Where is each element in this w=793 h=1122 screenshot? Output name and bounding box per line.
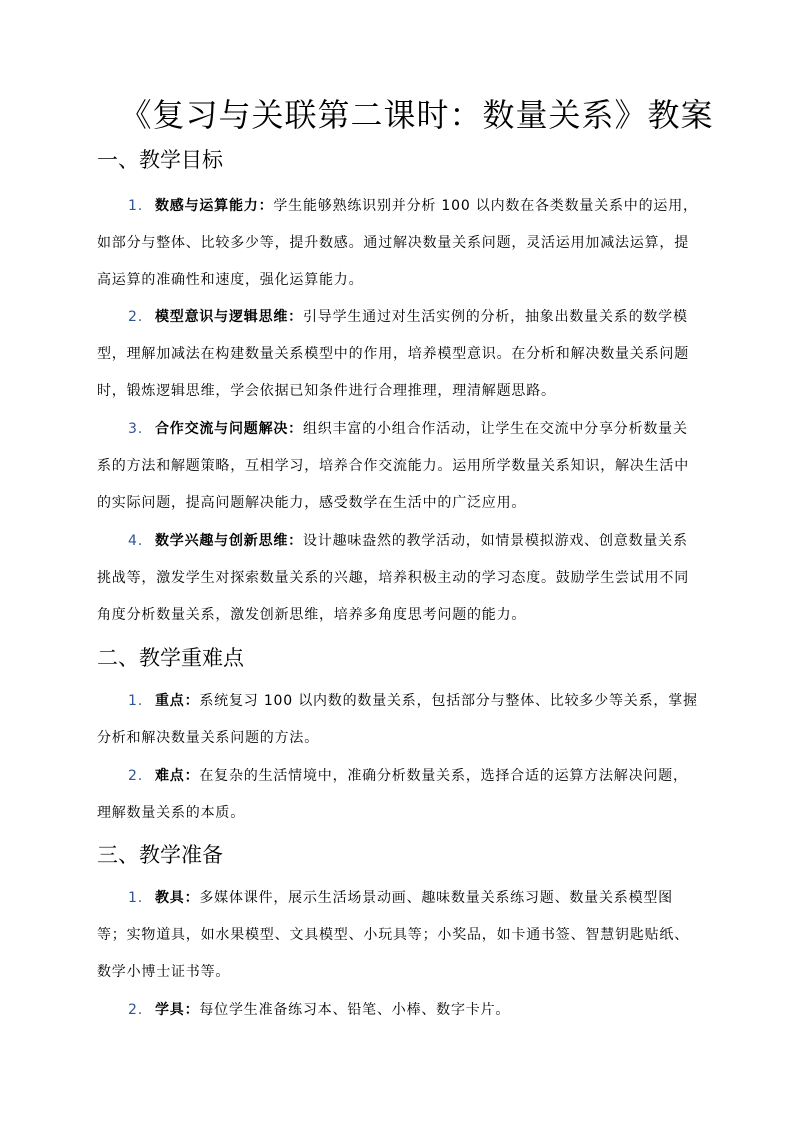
list-item	[97, 411, 699, 522]
item-label: 数感与运算能力：	[154, 198, 274, 214]
item-text: 在复杂的生活情境中，准确分析数量关系，选择合适的运算方法解决问题，理解数量关系的本质。	[97, 768, 688, 821]
item-text: 学生能够熟练识别并分析 100 以内数在各类数量关系中的运用，如部分与整体、比较多少等，提升数感。通过解决数量关系问题，灵活运用加减法运算，提高运算的准确性和速度，强化运算能力。	[97, 198, 698, 288]
item-number: 1.	[128, 693, 143, 709]
item-label: 数学兴趣与创新思维：	[154, 533, 303, 549]
item-number: 1.	[128, 890, 143, 906]
item-label: 教具：	[154, 890, 200, 906]
list-item	[97, 992, 699, 1029]
item-text: 引导学生通过对生活实例的分析，抽象出数量关系的数学模型，理解加减法在构建数量关系模型中的作用，培养模型意识。在分析和解决数量关系问题时，锻炼逻辑思维，学会依据已知条件进行合理推理，理清解题思路。	[97, 309, 689, 399]
item-text: 系统复习 100 以内数的数量关系，包括部分与整体、比较多少等关系，掌握分析和解决数量关系问题的方法。	[97, 693, 698, 746]
document-title: 《复习与关联第二课时：数量关系》教案	[119, 96, 714, 134]
item-number: 2.	[128, 309, 143, 325]
item-text: 每位学生准备练习本、铅笔、小棒、数字卡片。	[199, 1002, 511, 1018]
item-text: 组织丰富的小组合作活动，让学生在交流中分享分析数量关系的方法和解题策略，互相学习，培养合作交流能力。运用所学数量关系知识，解决生活中的实际问题，提高问题解决能力，感受数学在生活中的广泛应用。	[97, 421, 689, 511]
section-heading-objectives: 一、教学目标	[97, 148, 223, 172]
list-item	[97, 523, 699, 634]
list-item	[97, 299, 699, 410]
list-item	[97, 880, 699, 991]
item-number: 3.	[128, 421, 143, 437]
item-number: 1.	[128, 198, 143, 214]
section-heading-key-points: 二、教学重难点	[97, 646, 244, 670]
item-number: 2.	[128, 768, 143, 784]
item-number: 2.	[128, 1002, 143, 1018]
section-heading-preparation: 三、教学准备	[97, 843, 223, 867]
item-number: 4.	[128, 533, 143, 549]
item-text: 多媒体课件，展示生活场景动画、趣味数量关系练习题、数量关系模型图等；实物道具，如水果模型、文具模型、小玩具等；小奖品，如卡通书签、智慧钥匙贴纸、数学小博士证书等。	[97, 890, 689, 980]
list-item	[97, 758, 699, 832]
list-item	[97, 188, 699, 299]
item-label: 重点：	[154, 693, 200, 709]
item-text: 设计趣味盎然的教学活动，如情景模拟游戏、创意数量关系挑战等，激发学生对探索数量关系的兴趣，培养积极主动的学习态度。鼓励学生尝试用不同角度分析数量关系，激发创新思维，培养多角度思考问题的能力。	[97, 533, 689, 623]
item-label: 学具：	[154, 1002, 200, 1018]
list-item	[97, 683, 699, 757]
item-label: 难点：	[154, 768, 200, 784]
item-label: 模型意识与逻辑思维：	[154, 309, 303, 325]
item-label: 合作交流与问题解决：	[154, 421, 303, 437]
